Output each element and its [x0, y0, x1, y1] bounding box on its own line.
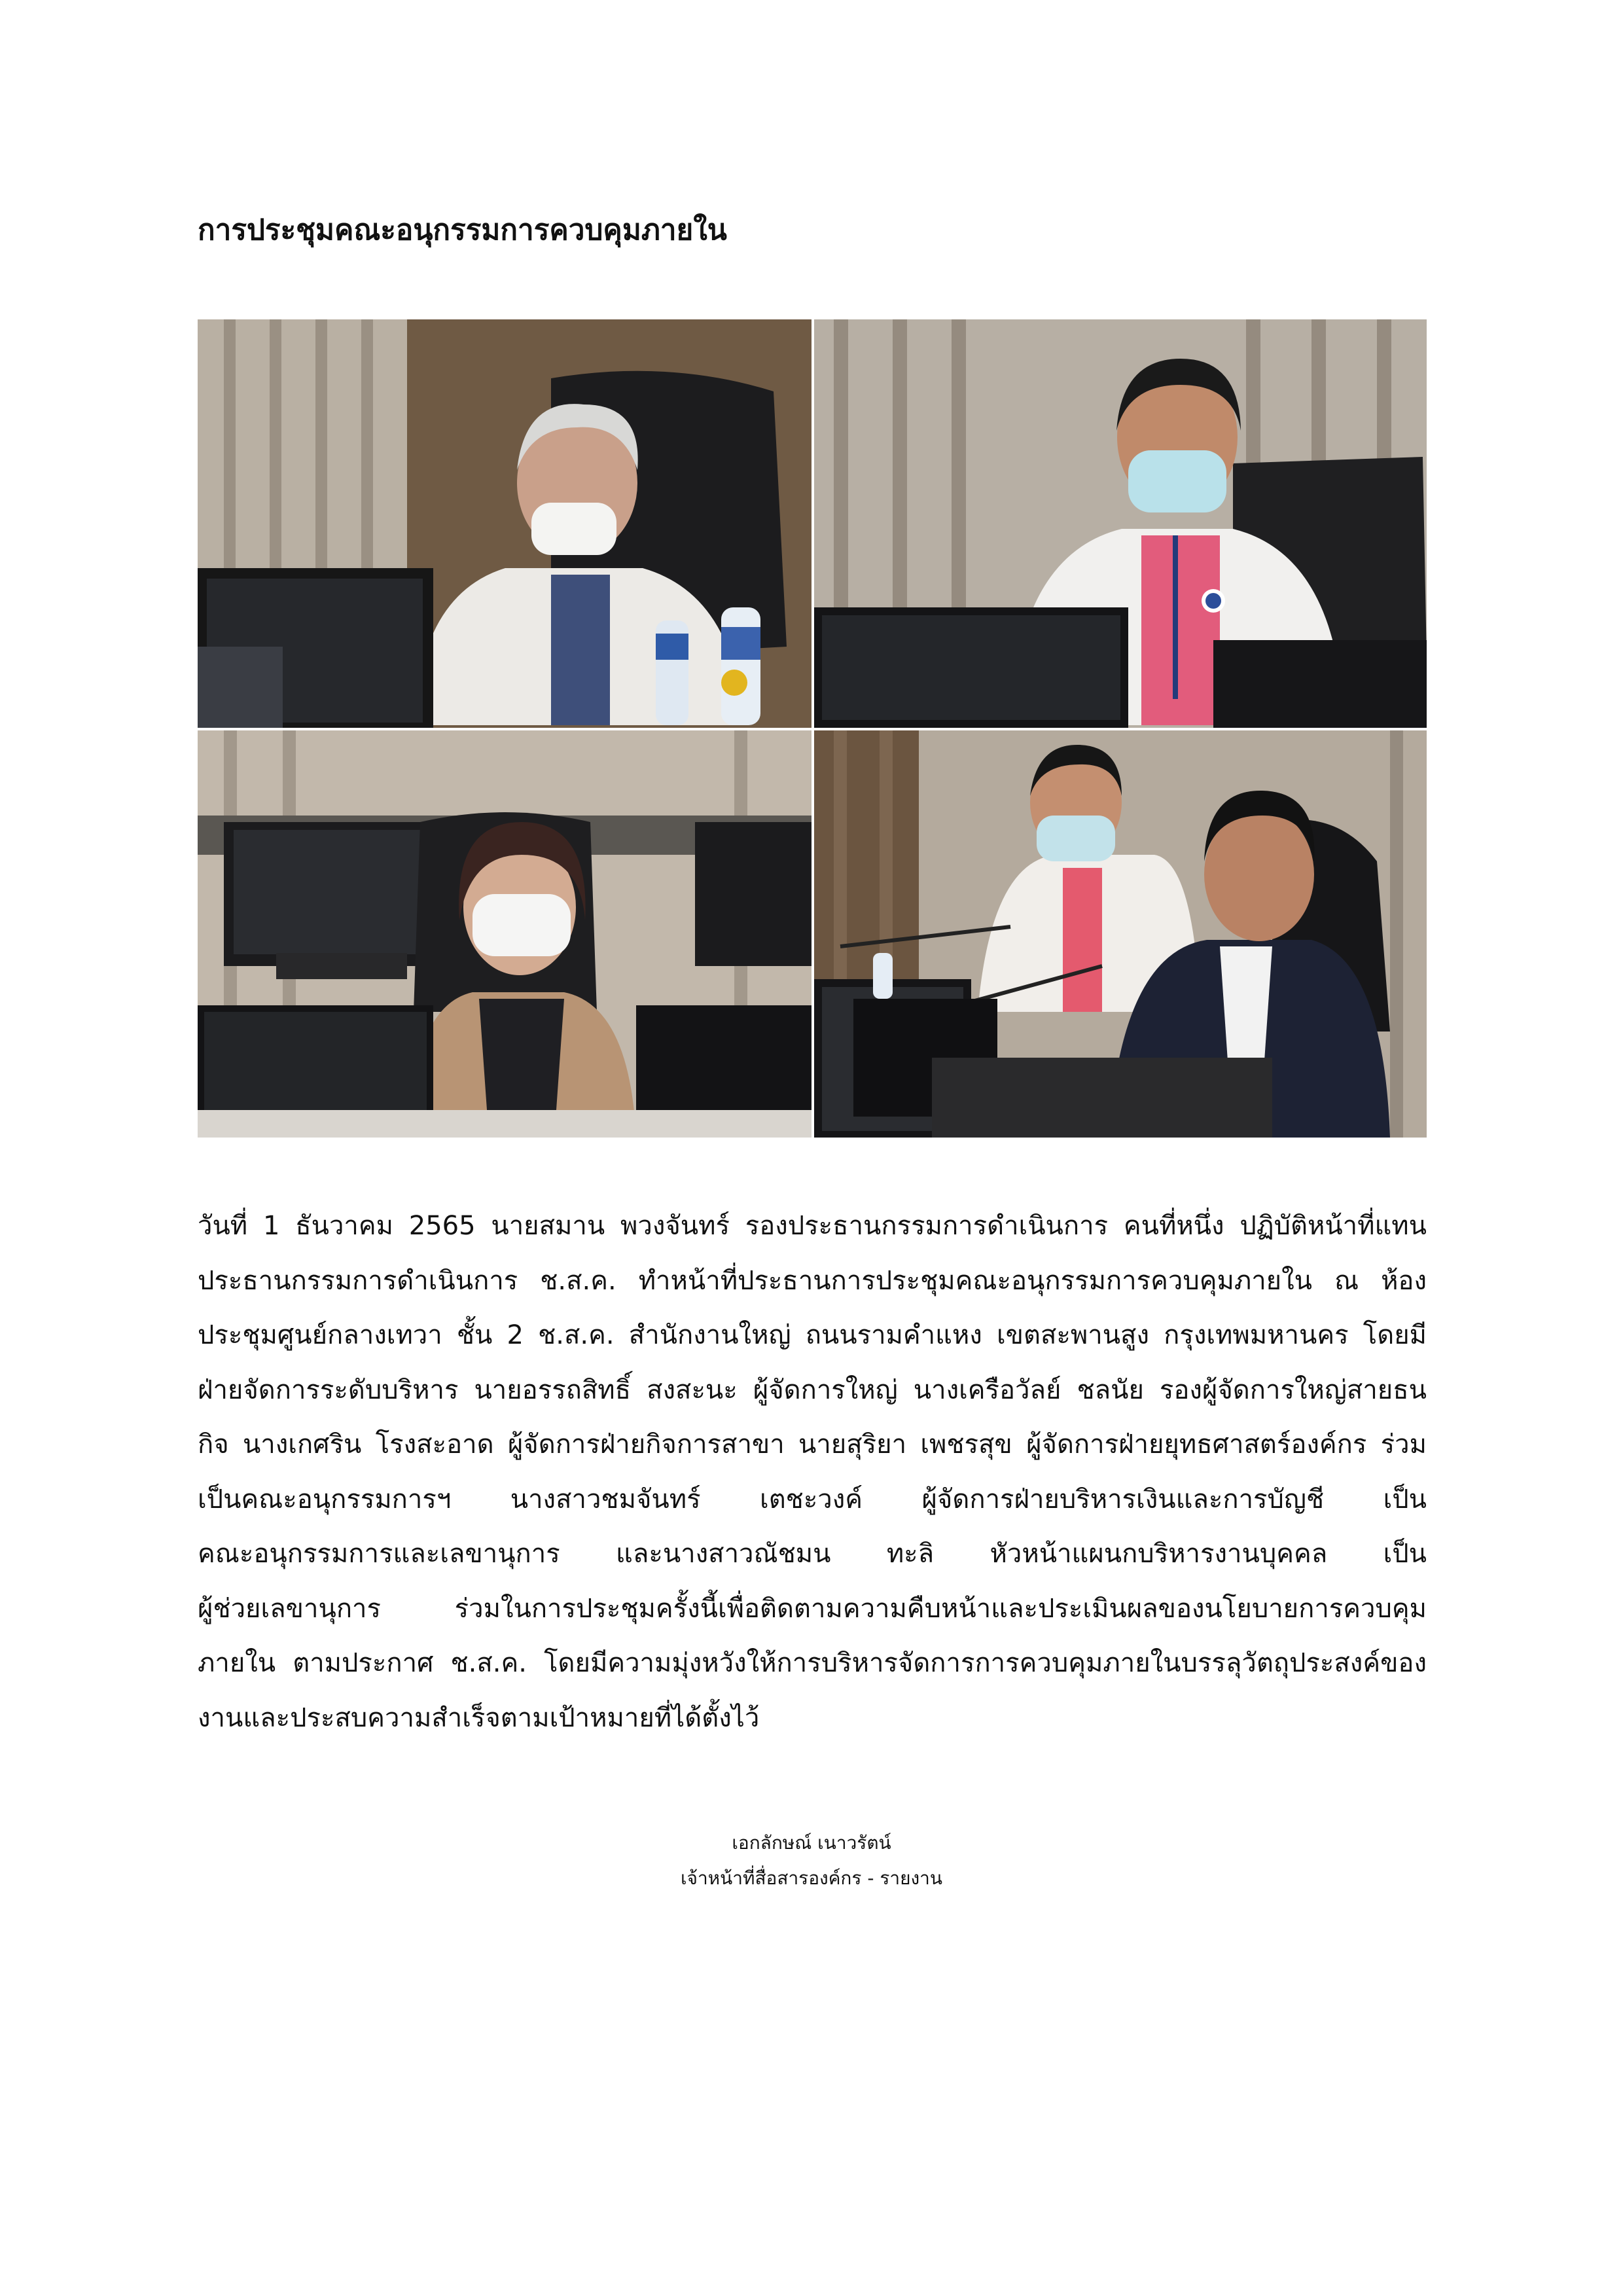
body-line: งานและประสบความสำเร็จตามเป้าหมายที่ได้ตั้งไว้: [198, 1702, 760, 1733]
body-line: วันที่ 1 ธันวาคม 2565 นายสมาน พวงจันทร์ รองประธานกรรมการดำเนินการ คนที่หนึ่ง ปฏิบัติหน้าที่แทน: [198, 1211, 1427, 1241]
body-line: เป็นคณะอนุกรรมการฯ นางสาวชมจันทร์ เตชะวงค์ ผู้จัดการฝ่ายบริหารเงินและการบัญชี เป็น: [198, 1484, 1427, 1515]
reporter-role: เจ้าหน้าที่สื่อสารองค์กร - รายงาน: [680, 1867, 943, 1889]
body-line: ประธานกรรมการดำเนินการ ช.ส.ค. ทำหน้าที่ประธานการประชุมคณะอนุกรรมการควบคุมภายใน ณ ห้อง: [198, 1265, 1427, 1296]
body-line: ประชุมศูนย์กลางเทวา ชั้น 2 ช.ส.ค. สำนักงานใหญ่ ถนนรามคำแหง เขตสะพานสูง กรุงเทพมหานคร โดยมี: [198, 1320, 1427, 1350]
reporter-name: เอกลักษณ์ เนาวรัตน์: [732, 1832, 891, 1854]
article-body: [198, 1199, 1427, 1746]
body-line: ภายใน ตามประกาศ ช.ส.ค. โดยมีความมุ่งหวังให้การบริหารจัดการการควบคุมภายในบรรลุวัตถุประสงค์ของ: [198, 1648, 1427, 1678]
meeting-photo-4: [814, 730, 1427, 1138]
body-line: ฝ่ายจัดการระดับบริหาร นายอรรถสิทธิ์ สงสะนะ ผู้จัดการใหญ่ นางเครือวัลย์ ชลนัย รองผู้จัดการใหญ่สายธน: [198, 1374, 1427, 1405]
body-line: คณะอนุกรรมการและเลขานุการ และนางสาวณัชมน ทะลิ หัวหน้าแผนกบริหารงานบุคคล เป็น: [198, 1539, 1427, 1569]
body-line: กิจ นางเกศริน โรงสะอาด ผู้จัดการฝ่ายกิจการสาขา นายสุริยา เพชรสุข ผู้จัดการฝ่ายยุทธศาสตร์องค์กร ร่วม: [198, 1429, 1427, 1460]
document-title: การประชุมคณะอนุกรรมการควบคุมภายใน: [198, 213, 727, 247]
meeting-photo-3: [198, 730, 812, 1138]
meeting-photo-2: [814, 319, 1427, 728]
body-line: ผู้ช่วยเลขานุการ ร่วมในการประชุมครั้งนี้เพื่อติดตามความคืบหน้าและประเมินผลของนโยบายการควบคุม: [198, 1593, 1427, 1624]
meeting-photo-1: [198, 319, 812, 728]
photo-collage: [198, 319, 1427, 1138]
